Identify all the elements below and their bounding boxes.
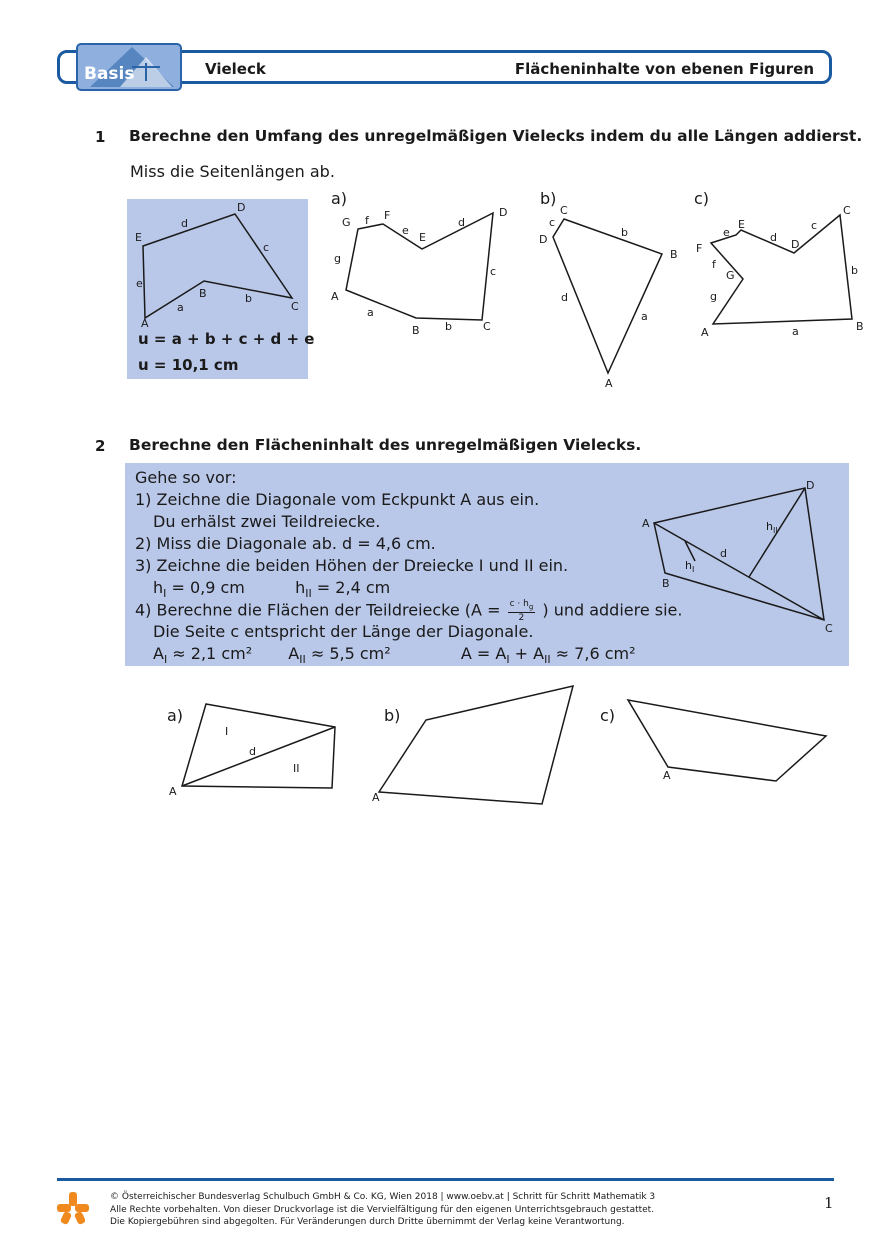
svg-text:A: A — [701, 326, 709, 339]
q1-figures — [320, 200, 880, 400]
svg-text:hII: $h_{II}$ — [766, 520, 778, 535]
q2-step-4b: Die Seite c entspricht der Länge der Diagonale. — [153, 622, 534, 641]
svg-text:B: B — [670, 248, 678, 261]
svg-text:c: c — [490, 265, 497, 278]
svg-text:E: E — [419, 231, 426, 244]
svg-text:C: C — [291, 300, 299, 313]
svg-text:f: f — [712, 258, 716, 271]
svg-text:a: a — [792, 325, 799, 338]
basis-label: Basis — [84, 64, 135, 84]
svg-text:e: e — [723, 226, 730, 239]
svg-text:D: D — [237, 201, 246, 214]
svg-text:d: d — [561, 291, 568, 304]
topic-title: Vieleck — [205, 60, 266, 78]
q2-step-1b: Du erhälst zwei Teildreiecke. — [153, 512, 381, 531]
svg-text:D: D — [539, 233, 548, 246]
q1-example-result: u = 10,1 cm — [138, 356, 239, 374]
svg-text:A: A — [331, 290, 339, 303]
q2-example-figure — [635, 475, 845, 640]
svg-text:F: F — [384, 209, 391, 222]
svg-text:C: C — [483, 320, 491, 333]
svg-text:A: A — [642, 517, 650, 530]
q1-number: 1 — [95, 128, 106, 146]
svg-text:b: b — [445, 320, 452, 333]
footer-divider — [57, 1178, 834, 1181]
q2-step-1: 1) Zeichne die Diagonale vom Eckpunkt A aus ein. — [135, 490, 540, 509]
footer-copyright: © Österreichischer Bundesverlag Schulbuch GmbH & Co. KG, Wien 2018 | www.oebv.at | Schritt für Schritt Mathematik 3 Alle Rechte vorbehalten. Von dieser Druckvorlage ist die Vervielfältigung für den eigenen Unterrichtsgebrauch gestattet. Die Kopiergebühren sind abgegolten. Für Veränderungen durch Dritte übernimmt der Verlag keine Verantwortung. — [110, 1192, 656, 1227]
svg-text:II: II — [293, 762, 300, 775]
svg-text:G: G — [726, 269, 735, 282]
svg-text:A: A — [663, 769, 671, 782]
svg-text:A: A — [169, 785, 177, 798]
svg-text:hI: $h_I$ — [685, 559, 695, 574]
q2-label-c: c) — [600, 706, 616, 725]
svg-text:E: E — [135, 231, 142, 244]
svg-text:d: d — [181, 217, 188, 230]
svg-text:a: a — [641, 310, 648, 323]
svg-text:B: B — [662, 577, 670, 590]
q2-step-2: 2) Miss die Diagonale ab. d = 4,6 cm. — [135, 534, 436, 553]
svg-text:g: g — [334, 252, 341, 265]
svg-text:C: C — [560, 204, 568, 217]
svg-text:F: F — [696, 242, 703, 255]
svg-text:c: c — [263, 241, 270, 254]
svg-text:b: b — [621, 226, 628, 239]
svg-text:e: e — [136, 277, 143, 290]
svg-text:A: A — [605, 377, 613, 390]
q2-area-results: $A_I \approx 2,1$ cm² $A_{II} \approx 5,5$ cm² $A = A_I + A_{II} \approx 7,6$ cm² — [153, 644, 636, 667]
q1-example-figure — [127, 199, 308, 334]
svg-text:b: b — [245, 292, 252, 305]
svg-text:A: A — [372, 791, 380, 804]
q1-label-b: b) — [540, 189, 557, 208]
q2-label-a: a) — [167, 706, 184, 725]
q2-heights: $h_I = 0,9$ cm $h_{II} = 2,4$ cm — [153, 578, 391, 601]
chapter-title: Flächeninhalte von ebenen Figuren — [514, 60, 814, 78]
q1-label-c: c) — [694, 189, 710, 208]
svg-text:D: D — [791, 238, 800, 251]
q2-step-intro: Gehe so vor: — [135, 468, 237, 487]
svg-text:C: C — [843, 204, 851, 217]
q2-number: 2 — [95, 437, 106, 455]
svg-text:I: I — [225, 725, 229, 738]
q1-label-a: a) — [331, 189, 348, 208]
svg-text:c: c — [549, 216, 556, 229]
svg-text:B: B — [412, 324, 420, 337]
svg-text:a: a — [177, 301, 184, 314]
q2-label-b: b) — [384, 706, 401, 725]
svg-text:d: d — [770, 231, 777, 244]
q1-title: Berechne den Umfang des unregelmäßigen Vielecks indem du alle Längen addierst. — [129, 127, 863, 145]
svg-text:B: B — [856, 320, 864, 333]
publisher-logo-icon — [55, 1190, 91, 1226]
q2-step-4: 4) Berechne die Flächen der Teildreiecke (A = $\frac{c \cdot h_g}{2}$ ) und addiere sie. — [135, 599, 683, 623]
svg-text:E: E — [738, 218, 745, 231]
svg-text:D: D — [499, 206, 508, 219]
svg-text:d: d — [720, 547, 727, 560]
svg-text:g: g — [710, 290, 717, 303]
svg-text:b: b — [851, 264, 858, 277]
svg-text:D: D — [806, 479, 815, 492]
svg-text:G: G — [342, 216, 351, 229]
svg-text:C: C — [825, 622, 833, 635]
svg-text:A: A — [141, 317, 149, 330]
q2-step-3: 3) Zeichne die beiden Höhen der Dreiecke I und II ein. — [135, 556, 569, 575]
svg-text:e: e — [402, 224, 409, 237]
q1-example-formula: u = a + b + c + d + e — [138, 330, 315, 348]
q2-figures — [160, 680, 840, 810]
svg-text:B: B — [199, 287, 207, 300]
svg-text:d: d — [249, 745, 256, 758]
q2-title: Berechne den Flächeninhalt des unregelmäßigen Vielecks. — [129, 436, 642, 454]
svg-text:f: f — [365, 214, 369, 227]
page-number: 1 — [824, 1194, 834, 1212]
svg-text:c: c — [811, 219, 818, 232]
svg-text:a: a — [367, 306, 374, 319]
svg-text:d: d — [458, 216, 465, 229]
q1-subtitle: Miss die Seitenlängen ab. — [130, 162, 335, 181]
